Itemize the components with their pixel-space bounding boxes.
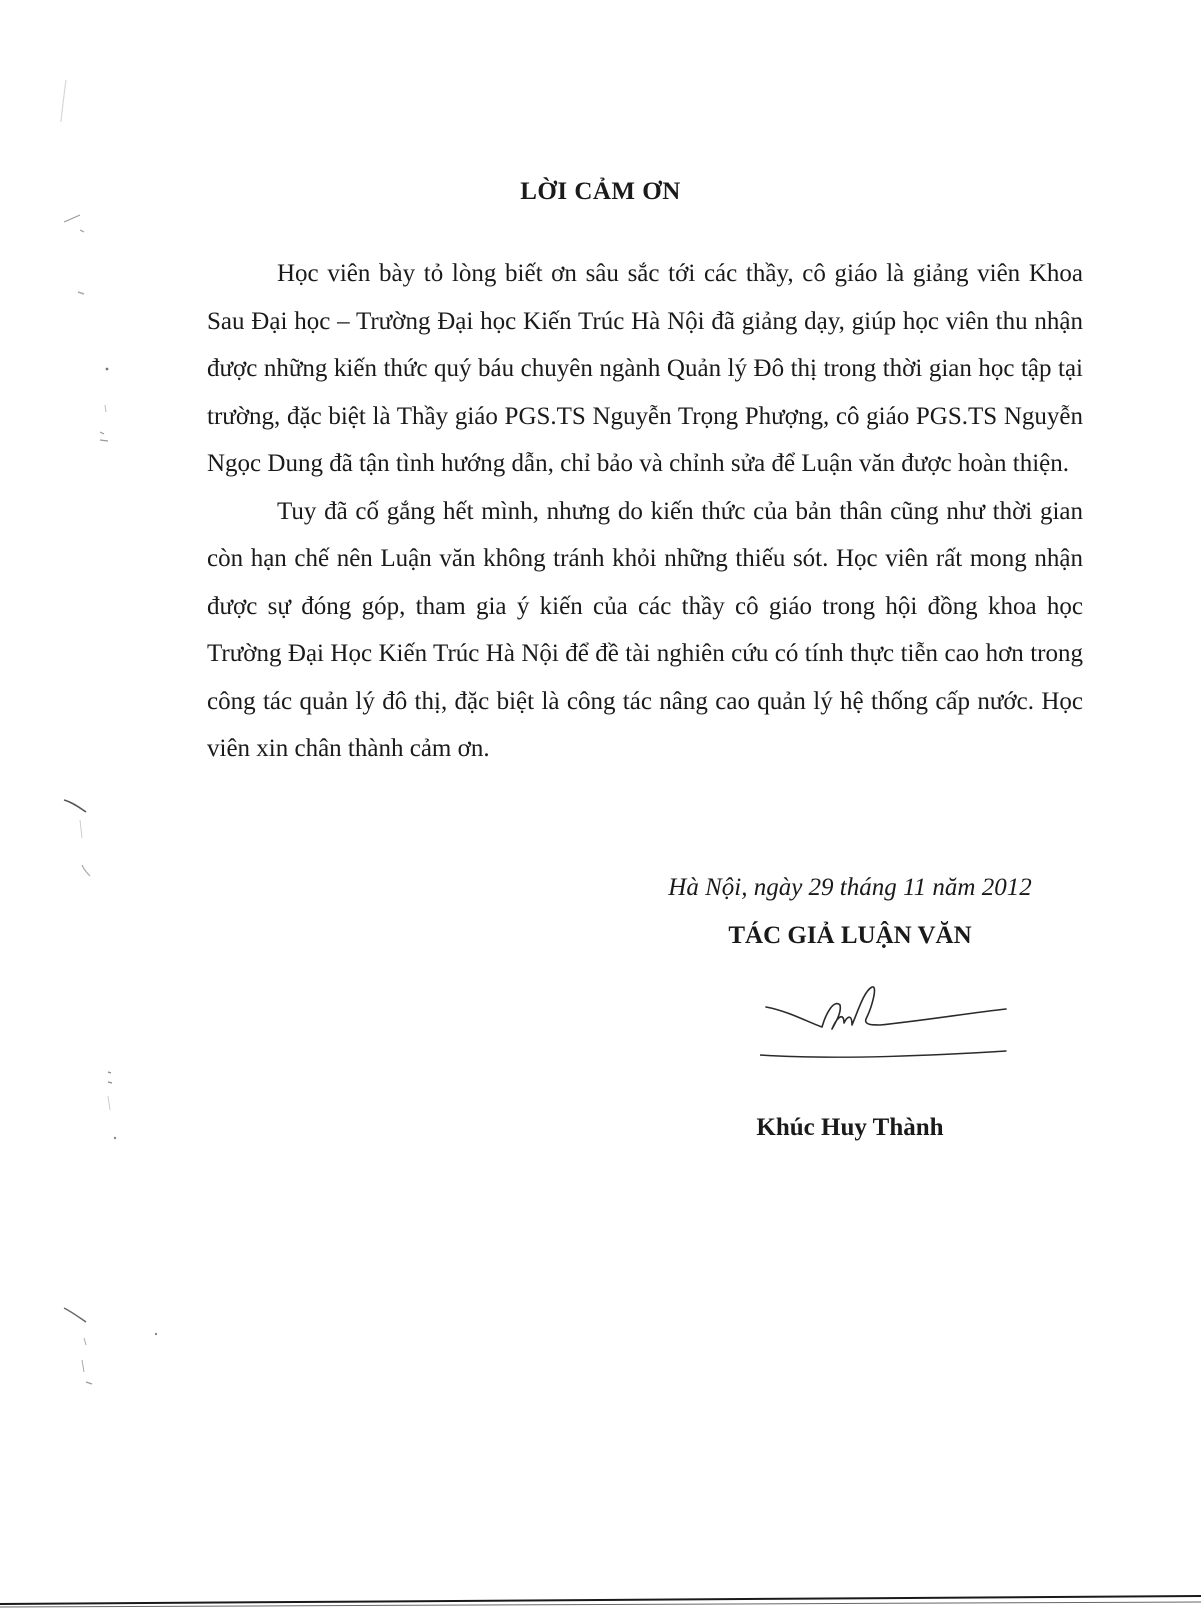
acknowledgement-body — [207, 250, 1083, 773]
author-title: TÁC GIẢ LUẬN VĂN — [728, 922, 972, 949]
author-name: Khúc Huy Thành — [756, 1114, 944, 1141]
paragraph-1: Học viên bày tỏ lòng biết ơn sâu sắc tới các thầy, cô giáo là giảng viên Khoa Sau Đại học – Trường Đại học Kiến Trúc Hà Nội đã giảng dạy, giúp học viên thu nhận được những kiến thức quý báu chuyên ngành Quản lý Đô thị trong thời gian học tập tại trường, đặc biệt là Thầy giáo PGS.TS Nguyễn Trọng Phượng, cô giáo PGS.TS Nguyễn Ngọc Dung đã tận tình hướng dẫn, chỉ bảo và chỉnh sửa để Luận văn được hoàn thiện. — [207, 260, 1083, 477]
paragraph-2: Tuy đã cố gắng hết mình, nhưng do kiến thức của bản thân cũng như thời gian còn hạn chế nên Luận văn không tránh khỏi những thiếu sót. Học viên rất mong nhận được sự đóng góp, tham gia ý kiến của các thầy cô giáo trong hội đồng khoa học Trường Đại Học Kiến Trúc Hà Nội để đề tài nghiên cứu có tính thực tiễn cao hơn trong công tác quản lý đô thị, đặc biệt là công tác nâng cao quản lý hệ thống cấp nước. Học viên xin chân thành cảm ơn. — [207, 497, 1083, 762]
scan-bottom-edge — [0, 1590, 1201, 1618]
scan-noise-marks — [0, 0, 200, 1618]
date-line: Hà Nội, ngày 29 tháng 11 năm 2012 — [668, 874, 1032, 901]
page-title: LỜI CẢM ƠN — [520, 178, 681, 205]
signature-image — [760, 985, 1060, 1080]
